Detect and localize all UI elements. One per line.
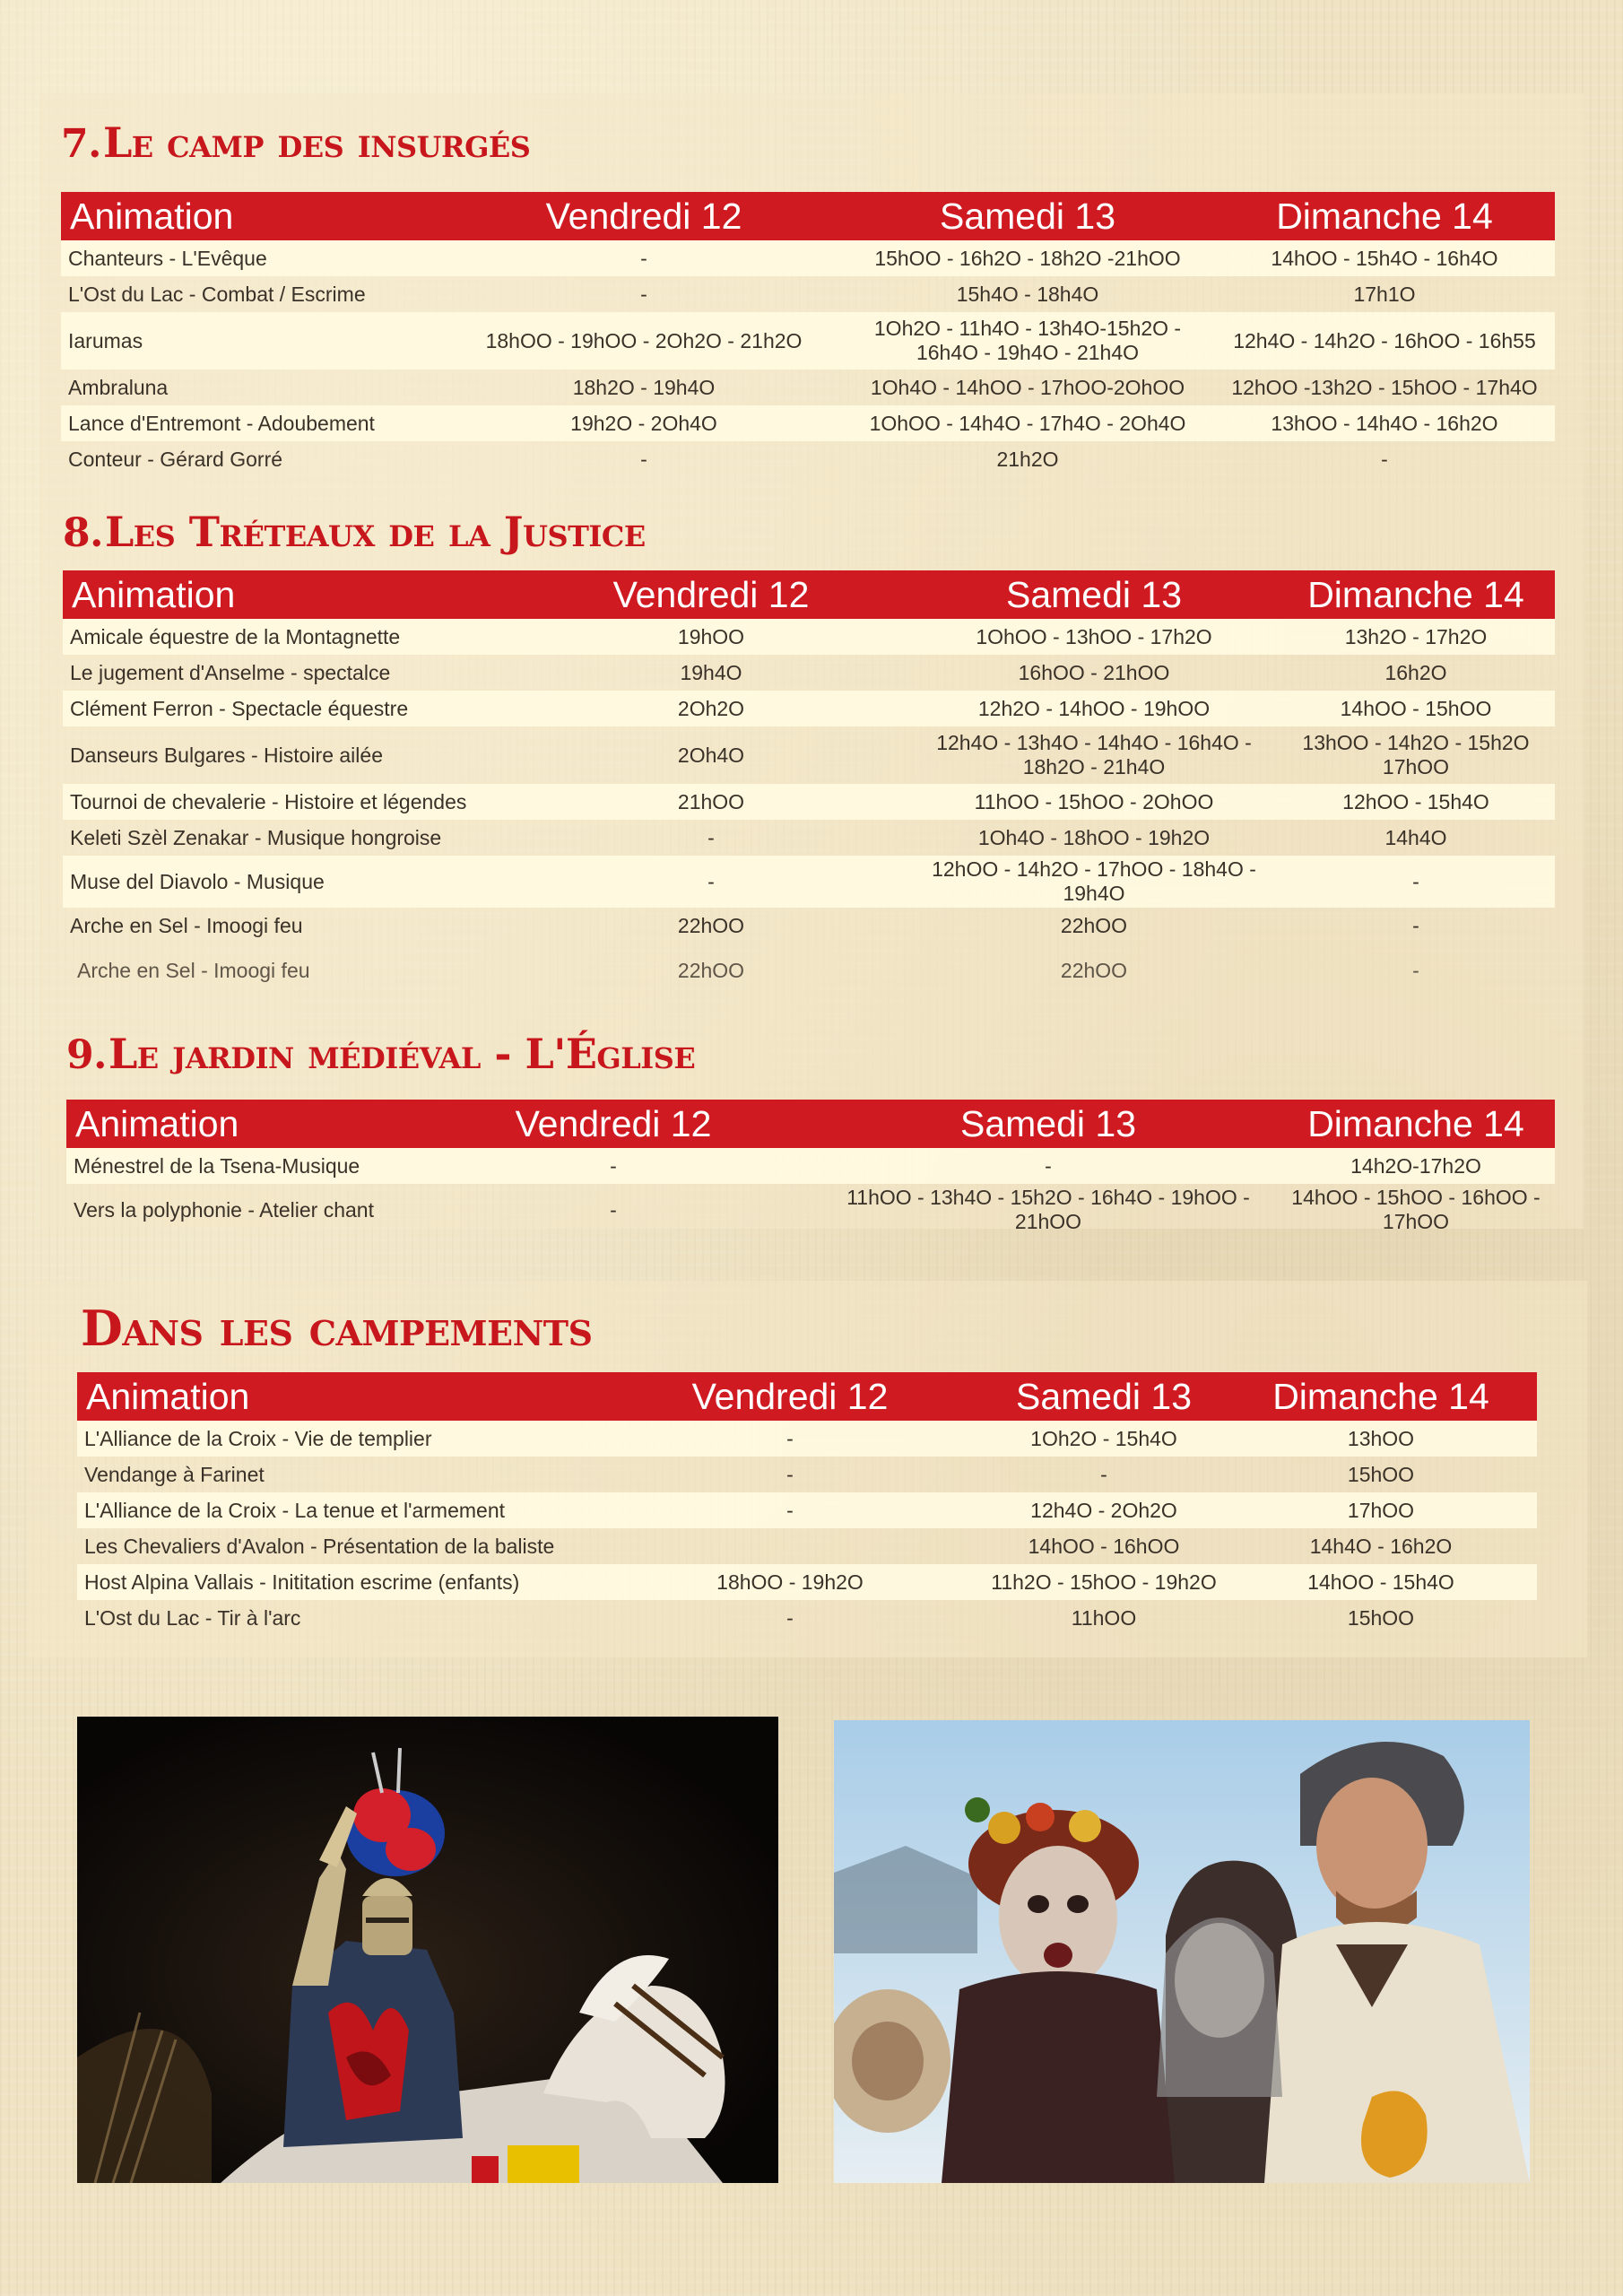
samedi-cell: 12h2O - 14hOO - 19hOO	[911, 691, 1277, 726]
dimanche-cell: 14hOO - 15hOO - 16hOO - 17hOO	[1291, 1186, 1541, 1233]
vendredi-cell: -	[786, 1462, 794, 1486]
vendredi-cell: -	[786, 1605, 794, 1630]
table-row	[77, 1492, 1537, 1528]
vendredi-cell: -	[597, 1492, 983, 1528]
table-row	[63, 908, 1555, 944]
samedi-cell: -	[820, 1148, 1277, 1184]
dimanche-cell: 12h4O - 14h2O - 16hOO - 16h55	[1214, 312, 1555, 370]
animation-cell: Vendange à Farinet	[84, 1462, 265, 1486]
samedi-cell: 16hOO - 21hOO	[1018, 660, 1170, 684]
spacer-row	[63, 944, 1555, 952]
header-row	[61, 192, 1555, 240]
photo-costumed-characters	[834, 1720, 1530, 2183]
header-animation: Animation	[63, 570, 511, 619]
animation-cell: Arche en Sel - Imoogi feu	[77, 958, 310, 982]
samedi-cell: 12hOO - 14h2O - 17hOO - 18h4O - 19h4O	[911, 856, 1277, 908]
vendredi-cell: -	[407, 1148, 820, 1184]
table-row	[77, 1564, 1537, 1600]
vendredi-cell: 18hOO - 19h2O	[597, 1564, 983, 1600]
dimanche-cell: 13h2O - 17h2O	[1277, 619, 1555, 655]
dimanche-cell: 17hOO	[1225, 1492, 1537, 1528]
header-samedi: Samedi 13	[841, 192, 1214, 240]
knight-illustration	[77, 1717, 778, 2183]
header-vendredi: Vendredi 12	[597, 1372, 983, 1421]
dimanche-cell: 12hOO -13h2O - 15hOO - 17h4O	[1231, 375, 1538, 399]
table-row	[63, 726, 1555, 784]
dimanche-cell: 14hOO - 15h4O - 16h4O	[1214, 240, 1555, 276]
header-row	[66, 1100, 1555, 1148]
vendredi-cell: 19h4O	[680, 660, 742, 684]
samedi-cell: 22hOO	[1060, 958, 1128, 982]
table-row	[77, 1528, 1537, 1564]
dimanche-cell: 16h2O	[1384, 660, 1447, 684]
header-dimanche: Dimanche 14	[1277, 1100, 1555, 1148]
animation-cell: Iarumas	[61, 312, 447, 370]
samedi-cell: 1Oh2O - 11h4O - 13h4O-15h2O - 16h4O - 19h4O - 21h4O	[841, 312, 1214, 370]
animation-cell: L'Alliance de la Croix - La tenue et l'armement	[77, 1492, 597, 1528]
characters-illustration	[834, 1720, 1530, 2183]
samedi-cell: 11hOO	[1071, 1605, 1137, 1630]
section-title: Dans les campements	[81, 1300, 593, 1357]
header-dimanche: Dimanche 14	[1225, 1372, 1537, 1421]
animation-cell: Les Chevaliers d'Avalon - Présentation de la baliste	[84, 1534, 555, 1558]
samedi-cell: 1Oh2O - 15h4O	[983, 1421, 1225, 1457]
animation-cell: L'Alliance de la Croix - Vie de templier	[77, 1421, 597, 1457]
schedule-table	[63, 570, 1555, 988]
table-row	[63, 619, 1555, 655]
header-row	[77, 1372, 1537, 1421]
samedi-cell: 15hOO - 16h2O - 18h2O -21hOO	[841, 240, 1214, 276]
table-row	[66, 1148, 1555, 1184]
table-row	[63, 820, 1555, 856]
vendredi-cell: 2Oh2O	[511, 691, 911, 726]
dimanche-cell: 13hOO - 14h2O - 15h2O 17hOO	[1302, 731, 1530, 778]
dimanche-cell: -	[1277, 856, 1555, 908]
dimanche-cell: 15hOO	[1347, 1462, 1415, 1486]
header-row	[63, 570, 1555, 619]
dimanche-cell: -	[1381, 447, 1388, 471]
vendredi-cell: 18hOO - 19hOO - 2Oh2O - 21h2O	[447, 312, 841, 370]
spacer-cell	[63, 944, 1555, 952]
header-samedi: Samedi 13	[911, 570, 1277, 619]
samedi-cell: 1OhOO - 13hOO - 17h2O	[911, 619, 1277, 655]
section-title: 7.Le camp des insurgés	[61, 118, 531, 167]
header-dimanche: Dimanche 14	[1277, 570, 1555, 619]
table-row	[66, 1184, 1555, 1236]
dimanche-cell: 14h2O-17h2O	[1277, 1148, 1555, 1184]
samedi-cell: 21h2O	[996, 447, 1059, 471]
table-row	[77, 1600, 1537, 1636]
vendredi-cell: -	[610, 1197, 617, 1222]
animation-cell: Arche en Sel - Imoogi feu	[70, 913, 303, 937]
dimanche-cell: 15hOO	[1347, 1605, 1415, 1630]
dimanche-cell: 12hOO - 15h4O	[1277, 784, 1555, 820]
table-row	[63, 655, 1555, 691]
vendredi-cell: 2Oh4O	[677, 743, 745, 767]
dimanche-cell: 13hOO	[1225, 1421, 1537, 1457]
samedi-cell: 11hOO - 15hOO - 2OhOO	[911, 784, 1277, 820]
animation-cell: Vers la polyphonie - Atelier chant	[74, 1197, 374, 1222]
dimanche-cell: 14hOO - 15hOO	[1277, 691, 1555, 726]
animation-cell: Ménestrel de la Tsena-Musique	[66, 1148, 407, 1184]
header-animation: Animation	[77, 1372, 597, 1421]
table-row	[61, 370, 1555, 405]
animation-cell: Danseurs Bulgares - Histoire ailée	[70, 743, 383, 767]
vendredi-cell	[597, 1528, 983, 1564]
header-vendredi: Vendredi 12	[447, 192, 841, 240]
vendredi-cell: 21hOO	[511, 784, 911, 820]
animation-cell: Keleti Szèl Zenakar - Musique hongroise	[70, 825, 442, 849]
header-samedi: Samedi 13	[820, 1100, 1277, 1148]
photo-knight-on-horse	[77, 1717, 778, 2183]
animation-cell: Chanteurs - L'Evêque	[61, 240, 447, 276]
samedi-cell: 15h4O - 18h4O	[956, 282, 1099, 306]
dimanche-cell: 14hOO - 15h4O	[1225, 1564, 1537, 1600]
schedule-table	[77, 1372, 1537, 1636]
vendredi-cell: 18h2O - 19h4O	[572, 375, 716, 399]
vendredi-cell: -	[707, 825, 715, 849]
samedi-cell: 11hOO - 13h4O - 15h2O - 16h4O - 19hOO - 21hOO	[846, 1186, 1250, 1233]
animation-cell: Muse del Diavolo - Musique	[63, 856, 511, 908]
header-dimanche: Dimanche 14	[1214, 192, 1555, 240]
table-row	[63, 784, 1555, 820]
animation-cell: Amicale équestre de la Montagnette	[63, 619, 511, 655]
table-row	[63, 691, 1555, 726]
vendredi-cell: -	[511, 856, 911, 908]
table-row	[63, 856, 1555, 908]
dimanche-cell: 14h4O	[1384, 825, 1447, 849]
header-animation: Animation	[66, 1100, 407, 1148]
dimanche-cell: 14h4O - 16h2O	[1309, 1534, 1453, 1558]
animation-cell: Clément Ferron - Spectacle équestre	[63, 691, 511, 726]
animation-cell: Le jugement d'Anselme - spectalce	[70, 660, 391, 684]
samedi-cell: 22hOO	[1060, 913, 1128, 937]
vendredi-cell: 19hOO	[511, 619, 911, 655]
table-row	[61, 405, 1555, 441]
section-title: 9.Le jardin médiéval - L'Église	[66, 1030, 696, 1078]
schedule-table	[66, 1100, 1555, 1236]
animation-cell: Ambraluna	[68, 375, 169, 399]
animation-cell: L'Ost du Lac - Combat / Escrime	[68, 282, 366, 306]
dimanche-cell: 13hOO - 14h4O - 16h2O	[1214, 405, 1555, 441]
table-row	[77, 1421, 1537, 1457]
vendredi-cell: 22hOO	[677, 958, 745, 982]
dimanche-cell: 17h1O	[1353, 282, 1416, 306]
samedi-cell: 11h2O - 15hOO - 19h2O	[983, 1564, 1225, 1600]
samedi-cell: -	[1100, 1462, 1107, 1486]
dimanche-cell: -	[1412, 958, 1419, 982]
samedi-cell: 14hOO - 16hOO	[1028, 1534, 1180, 1558]
animation-cell: L'Ost du Lac - Tir à l'arc	[84, 1605, 301, 1630]
vendredi-cell: 19h2O - 2Oh4O	[447, 405, 841, 441]
animation-cell: Conteur - Gérard Gorré	[68, 447, 283, 471]
header-vendredi: Vendredi 12	[511, 570, 911, 619]
table-row-duplicate	[63, 952, 1555, 988]
table-row	[77, 1457, 1537, 1492]
header-animation: Animation	[61, 192, 447, 240]
vendredi-cell: 22hOO	[677, 913, 745, 937]
table-row	[61, 441, 1555, 477]
section-title: 8.Les Tréteaux de la Justice	[63, 508, 646, 556]
dimanche-cell: -	[1412, 913, 1419, 937]
animation-cell: Lance d'Entremont - Adoubement	[61, 405, 447, 441]
samedi-cell: 1OhOO - 14h4O - 17h4O - 2Oh4O	[841, 405, 1214, 441]
samedi-cell: 1Oh4O - 18hOO - 19h2O	[977, 825, 1211, 849]
samedi-cell: 12h4O - 13h4O - 14h4O - 16h4O - 18h2O - 21h4O	[936, 731, 1252, 778]
vendredi-cell: -	[447, 240, 841, 276]
samedi-cell: 12h4O - 2Oh2O	[983, 1492, 1225, 1528]
table-row	[61, 312, 1555, 370]
vendredi-cell: -	[640, 282, 647, 306]
vendredi-cell: -	[640, 447, 647, 471]
animation-cell: Host Alpina Vallais - Inititation escrime (enfants)	[77, 1564, 597, 1600]
schedule-table	[61, 192, 1555, 477]
header-vendredi: Vendredi 12	[407, 1100, 820, 1148]
table-row	[61, 240, 1555, 276]
samedi-cell: 1Oh4O - 14hOO - 17hOO-2OhOO	[870, 375, 1185, 399]
header-samedi: Samedi 13	[983, 1372, 1225, 1421]
animation-cell: Tournoi de chevalerie - Histoire et légendes	[63, 784, 511, 820]
table-row	[61, 276, 1555, 312]
vendredi-cell: -	[597, 1421, 983, 1457]
